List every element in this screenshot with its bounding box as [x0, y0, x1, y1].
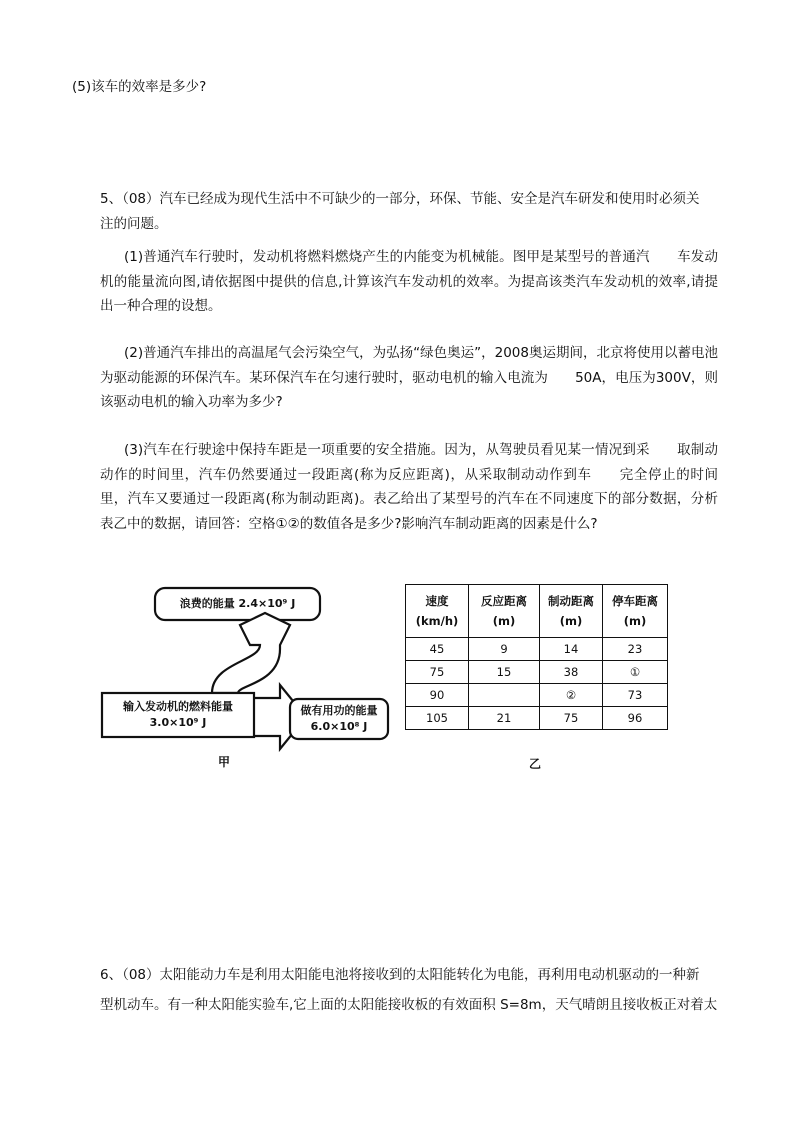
table-cell: 21 — [469, 707, 540, 730]
table-row — [406, 684, 668, 707]
header-speed: 速度 (km/h) — [406, 585, 469, 638]
table-row — [406, 661, 668, 684]
table-cell: ① — [603, 661, 668, 684]
header-stopping-distance: 停车距离 (m) — [603, 585, 668, 638]
table-cell — [469, 684, 540, 707]
table-row — [406, 638, 668, 661]
question-5-part-3: (3)汽车在行驶途中保持车距是一项重要的安全措施。因为，从驾驶员看见某一情况到采 取制动动作的时间里，汽车仍然要通过一段距离(称为反应距离)，从采取制动动作到车 完全停止的时间里，汽车又要通过一段距离(称为制动距离)。表乙给出了某型号的汽车在不同速度下的部分数据，分析表乙中的数据，请回答：空格①②的数值各是多少?影响汽车制动距离的因素是什么? — [100, 442, 718, 532]
table-cell: 9 — [469, 638, 540, 661]
question-6-line-1: 6、（08）太阳能动力车是利用太阳能电池将接收到的太阳能转化为电能，再利用电动机驱动的一种新 — [100, 967, 700, 983]
fuel-energy-label-1: 输入发动机的燃料能量 — [123, 700, 233, 713]
fuel-energy-label-2: 3.0×10⁹ J — [149, 716, 207, 729]
useful-energy-label-2: 6.0×10⁸ J — [310, 720, 368, 733]
question-5-intro-line-1: 5、（08）汽车已经成为现代生活中不可缺少的一部分，环保、节能、安全是汽车研发和使用时必须关 — [100, 191, 700, 207]
figure-caption-jia: 甲 — [218, 755, 231, 769]
energy-flow-diagram — [100, 583, 392, 773]
table-cell: 15 — [469, 661, 540, 684]
header-braking-distance: 制动距离 (m) — [540, 585, 603, 638]
table-cell: 105 — [406, 707, 469, 730]
table-header-row — [406, 585, 668, 638]
waste-energy-label: 浪费的能量 2.4×10⁹ J — [179, 597, 296, 610]
table-row — [406, 707, 668, 730]
braking-data-table-wrapper — [405, 584, 668, 730]
table-cell: 23 — [603, 638, 668, 661]
question-part-5: (5)该车的效率是多少? — [72, 79, 207, 95]
waste-arrow — [212, 613, 290, 693]
header-reaction-distance: 反应距离 (m) — [469, 585, 540, 638]
question-6-line-2: 型机动车。有一种太阳能实验车,它上面的太阳能接收板的有效面积 S=8m，天气晴朗且接收板正对着太 — [100, 997, 718, 1013]
table-cell: 73 — [603, 684, 668, 707]
table-cell: 90 — [406, 684, 469, 707]
table-cell: 75 — [540, 707, 603, 730]
table-cell: 96 — [603, 707, 668, 730]
table-caption-yi: 乙 — [529, 757, 542, 771]
useful-energy-label-1: 做有用功的能量 — [300, 704, 378, 717]
question-5-part-2: (2)普通汽车排出的高温尾气会污染空气，为弘扬“绿色奥运”，2008奥运期间，北京将使用以蓄电池为驱动能源的环保汽车。某环保汽车在匀速行驶时，驱动电机的输入电流为 50A，电压为300V，则该驱动电机的输入功率为多少? — [100, 345, 718, 410]
braking-data-table — [405, 584, 668, 730]
table-cell: 45 — [406, 638, 469, 661]
table-cell: 75 — [406, 661, 469, 684]
question-5-intro-line-2: 注的问题。 — [100, 216, 168, 232]
table-cell: ② — [540, 684, 603, 707]
table-cell: 38 — [540, 661, 603, 684]
table-cell: 14 — [540, 638, 603, 661]
energy-flow-arrows — [100, 583, 392, 773]
question-5-part-1: (1)普通汽车行驶时，发动机将燃料燃烧产生的内能变为机械能。图甲是某型号的普通汽 车发动机的能量流向图,请依据图中提供的信息,计算该汽车发动机的效率。为提高该类汽车发动机的效率,请提出一种合理的设想。 — [100, 249, 718, 314]
